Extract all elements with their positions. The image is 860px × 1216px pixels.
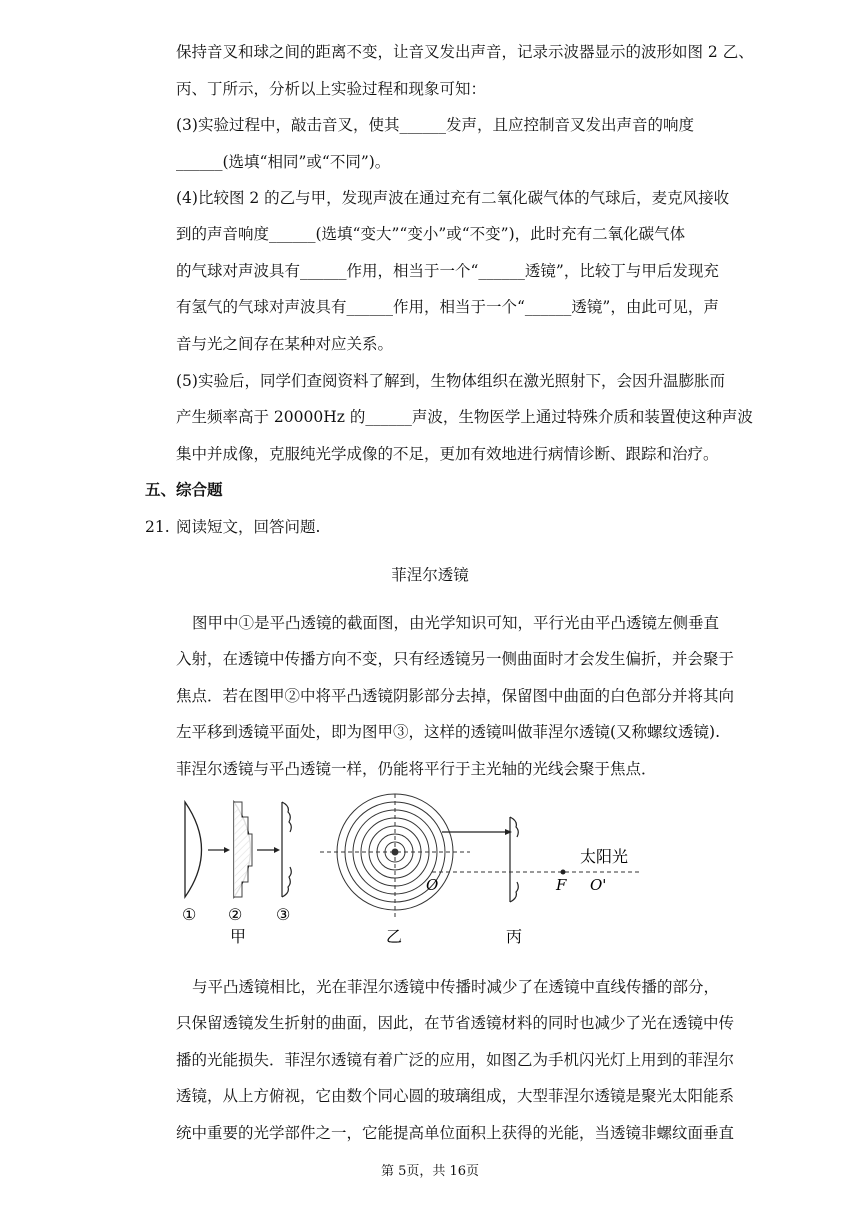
article-title: 菲涅尔透镜	[391, 566, 469, 584]
label-O: O	[426, 876, 439, 894]
question-4-line: (4)比较图 2 的乙与甲，发现声波在通过充有二氧化碳气体的气球后，麦克风接收	[176, 189, 730, 207]
article-line: 只保留透镜发生折射的曲面，因此，在节省透镜材料的同时也减少了光在透镜中传	[176, 1014, 735, 1032]
article-line: 统中重要的光学部件之一，它能提高单位面积上获得的光能，当透镜非螺纹面垂直	[176, 1124, 735, 1142]
article-line: 播的光能损失．菲涅尔透镜有着广泛的应用，如图乙为手机闪光灯上用到的菲涅尔	[176, 1051, 735, 1069]
paragraph-line: 丙、丁所示，分析以上实验过程和现象可知：	[176, 80, 487, 98]
question-3-line: ______(选填“相同”或“不同”)。	[176, 153, 391, 171]
label-F: F	[556, 876, 567, 894]
question-5-line: 产生频率高于 20000Hz 的______声波，生物医学上通过特殊介质和装置使这种声波	[176, 408, 753, 426]
article-line: 焦点．若在图甲②中将平凸透镜阴影部分去掉，保留图中曲面的白色部分并将其向	[176, 687, 735, 705]
question-3-line: (3)实验过程中，敲击音叉，使其______发声，且应控制音叉发出声音的响度	[176, 116, 694, 134]
question-4-line: 的气球对声波具有______作用，相当于一个“______透镜”，比较丁与甲后发现充	[176, 262, 719, 280]
label-sunlight: 太阳光	[580, 847, 629, 866]
question-4-line: 有氢气的气球对声波具有______作用，相当于一个“______透镜”，由此可见，声	[176, 298, 719, 316]
question-number: 21.	[145, 518, 170, 536]
fresnel-lens-figure	[170, 792, 730, 952]
article-line: 图甲中①是平凸透镜的截面图，由光学知识可知，平行光由平凸透镜左侧垂直	[192, 614, 720, 632]
caption-bing: 丙	[506, 927, 523, 946]
article-line: 入射，在透镜中传播方向不变，只有经透镜另一侧曲面时才会发生偏折，并会聚于	[176, 650, 735, 668]
question-5-line: (5)实验后，同学们查阅资料了解到，生物体组织在激光照射下，会因升温膨胀而	[176, 372, 725, 390]
caption-jia: 甲	[230, 927, 247, 946]
label-3: ③	[276, 905, 291, 924]
page-number: 第 5页，共 16页	[380, 1164, 480, 1179]
section-heading: 五、综合题	[145, 480, 223, 499]
plano-convex-lens	[185, 802, 202, 897]
caption-yi: 乙	[386, 927, 403, 946]
question-prompt: 阅读短文，回答问题.	[176, 518, 321, 536]
focus-point	[561, 870, 566, 875]
fresnel-lens-section	[282, 802, 291, 897]
question-4-line: 到的声音响度______(选填“变大”“变小”或“不变”)，此时充有二氧化碳气体	[176, 225, 686, 243]
question-5-line: 集中并成像，克服纯光学成像的不足，更加有效地进行病情诊断、跟踪和治疗。	[176, 445, 719, 463]
article-line: 与平凸透镜相比，光在菲涅尔透镜中传播时减少了在透镜中直线传播的部分，	[192, 978, 720, 996]
question-4-line: 音与光之间存在某种对应关系。	[176, 335, 394, 353]
article-line: 菲涅尔透镜与平凸透镜一样，仍能将平行于主光轴的光线会聚于焦点．	[176, 760, 657, 778]
article-line: 透镜，从上方俯视，它由数个同心圆的玻璃组成，大型菲涅尔透镜是聚光太阳能系	[176, 1087, 735, 1105]
label-1: ①	[182, 905, 197, 924]
fresnel-lens-bing	[510, 817, 518, 902]
label-O-prime: O'	[590, 876, 607, 894]
paragraph-line: 保持音叉和球之间的距离不变，让音叉发出声音，记录示波器显示的波形如图 2 乙、	[176, 43, 754, 61]
figure-svg	[170, 792, 730, 952]
article-line: 左平移到透镜平面处，即为图甲③，这样的透镜叫做菲涅尔透镜(又称螺纹透镜).	[176, 723, 721, 741]
label-2: ②	[228, 905, 243, 924]
